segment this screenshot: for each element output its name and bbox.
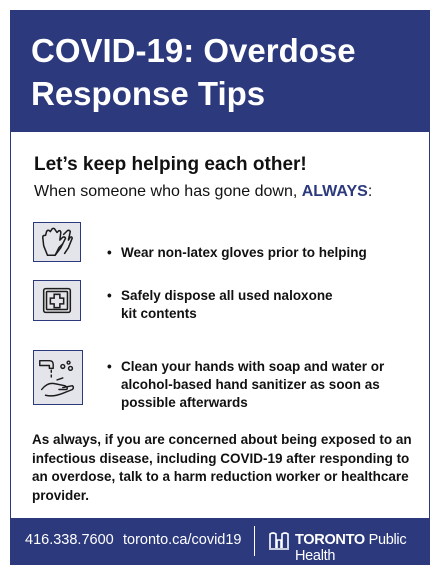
- brand-rest: Public Health: [295, 532, 407, 564]
- tip-line: Wear non-latex gloves prior to helping: [121, 245, 367, 260]
- gloves-icon: [33, 222, 81, 262]
- tip-gloves: • Wear non-latex gloves prior to helping: [107, 245, 367, 260]
- intro-lead: When someone who has gone down,: [34, 183, 302, 200]
- footnote: As always, if you are concerned about being exposed to an infectious disease, including COVID-19 after responding to an overdose, talk to a harm reduction worker or healthcare provider.: [32, 432, 412, 503]
- subheading: Let’s keep helping each other!: [34, 154, 307, 175]
- tip-line: Clean your hands with soap and water or: [121, 359, 385, 374]
- phone-number[interactable]: 416.338.7600: [25, 532, 114, 548]
- city-hall-logo-icon: [267, 528, 291, 552]
- page-title: COVID-19: Overdose Response Tips: [31, 32, 356, 112]
- tip-line: Safely dispose all used naloxone: [121, 288, 333, 303]
- brand-bold: TORONTO: [295, 532, 365, 548]
- tip-line: possible afterwards: [121, 395, 248, 410]
- tip-line: alcohol-based hand sanitizer as soon as: [121, 377, 380, 392]
- brand-name: [295, 532, 429, 564]
- tip-line: kit contents: [121, 306, 197, 321]
- footer-bar: [11, 518, 429, 564]
- tip-wash-hands: • Clean your hands with soap and water or alcohol-based hand sanitizer as soon as possible afterwards: [107, 358, 407, 412]
- header-banner: [11, 11, 429, 132]
- intro-text: [34, 183, 372, 201]
- tip-dispose: • Safely dispose all used naloxone kit contents: [107, 287, 407, 323]
- first-aid-kit-icon: [33, 280, 81, 321]
- footer-divider: [254, 526, 255, 556]
- website-link[interactable]: toronto.ca/covid19: [123, 532, 242, 548]
- intro-end: :: [367, 183, 373, 200]
- intro-emphasis: ALWAYS: [301, 183, 368, 200]
- hand-washing-icon: [33, 350, 83, 405]
- poster: [10, 10, 430, 565]
